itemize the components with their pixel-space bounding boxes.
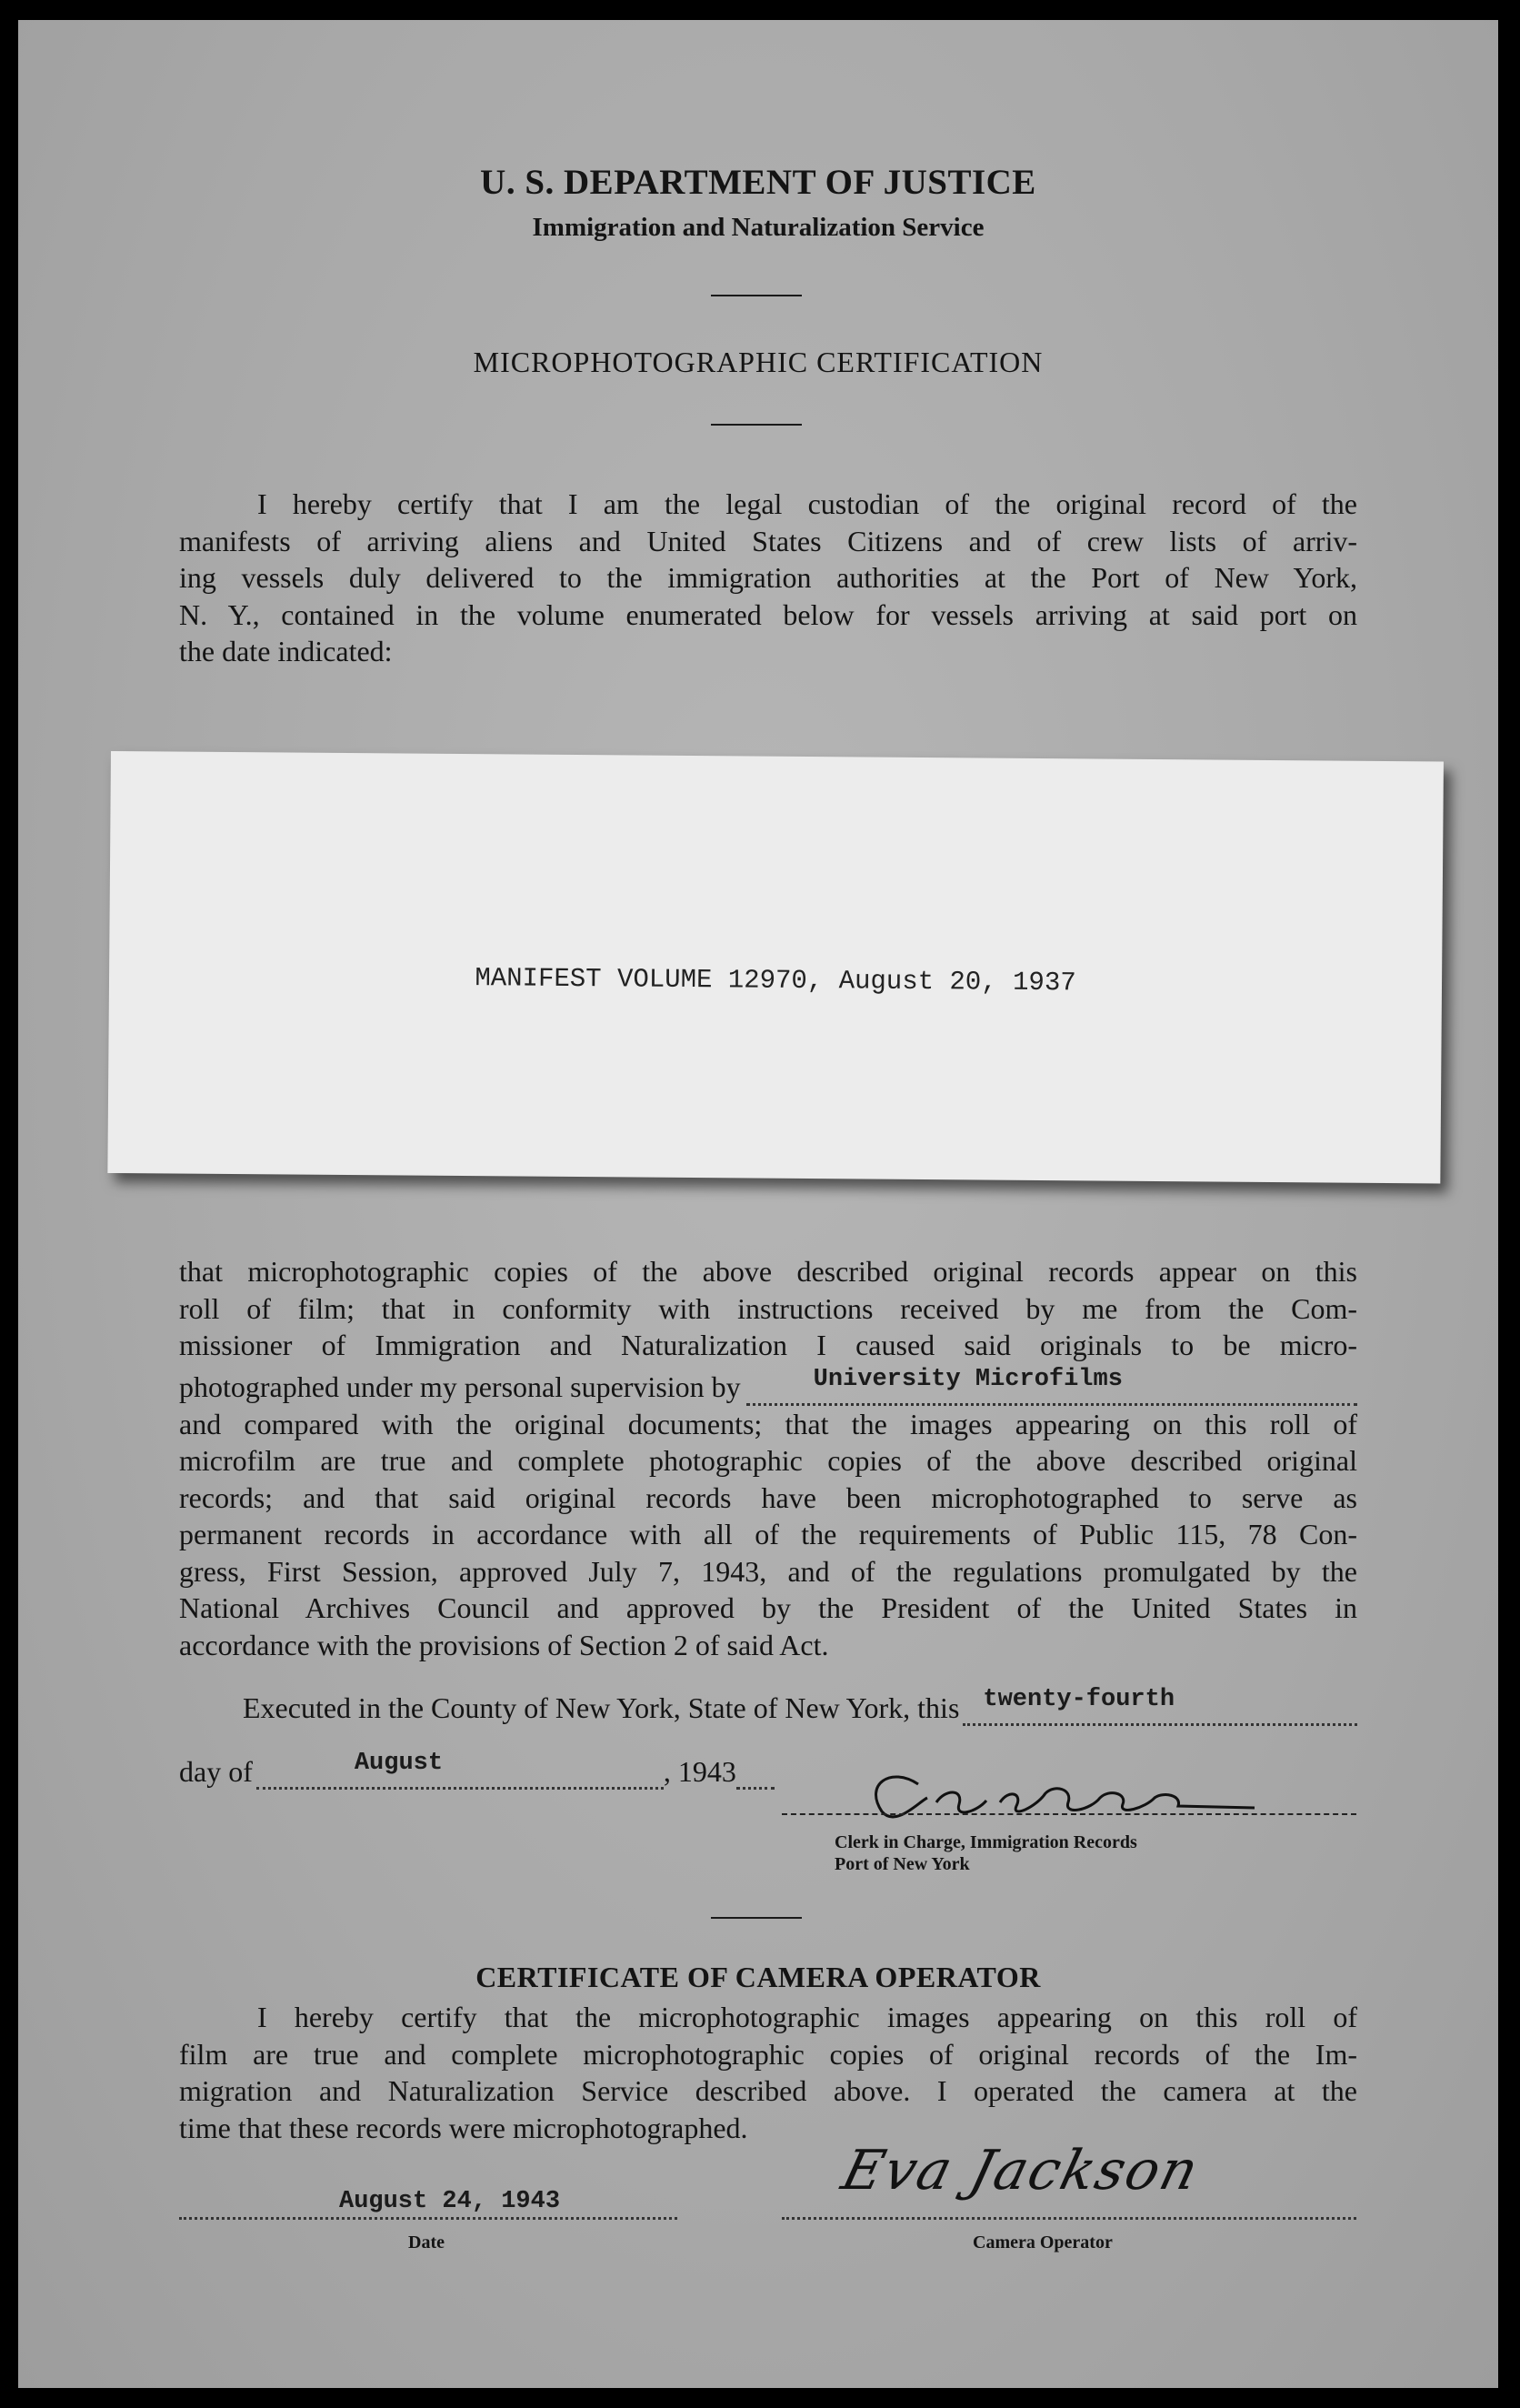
camera-line: migration and Naturalization Service described above. I operated the camera at the	[179, 2074, 1357, 2107]
intro-paragraph	[179, 486, 1357, 670]
executed-day-field	[963, 1686, 1357, 1726]
operator-signature: Eva Jackson	[835, 2139, 1206, 2202]
manifest-insert-slip	[107, 751, 1444, 1183]
manifest-volume-text: MANIFEST VOLUME 12970, August 20, 1937	[475, 963, 1076, 998]
day-of-label: day of	[179, 1754, 253, 1788]
camera-operator-heading: CERTIFICATE OF CAMERA OPERATOR	[475, 1961, 1041, 1993]
body-line: National Archives Council and approved by the President of the United States in	[179, 1591, 1357, 1624]
operator-signature-field	[782, 2139, 1364, 2252]
operator-label: Camera Operator	[973, 2232, 1113, 2252]
executed-line	[243, 1684, 1357, 1726]
month-field	[256, 1750, 664, 1790]
camera-paragraph	[179, 1999, 1357, 2146]
intro-line: ing vessels duly delivered to the immigration authorities at the Port of New York,	[179, 561, 1357, 594]
clerk-signature-line	[782, 1813, 1356, 1815]
date-label: Date	[408, 2232, 445, 2252]
intro-line: I hereby certify that I am the legal custodian of the original record of the	[257, 487, 1357, 520]
executed-prefix: Executed in the County of New York, State of New York, this	[243, 1691, 960, 1724]
photographed-by-line	[179, 1364, 1357, 1406]
body-paragraph	[179, 1253, 1357, 1663]
body-line: microfilm are true and complete photographic copies of the above described original	[179, 1444, 1357, 1477]
year-value: , 1943	[663, 1754, 736, 1788]
month-value: August	[354, 1750, 444, 1777]
executed-day-value: twenty-fourth	[983, 1686, 1175, 1713]
camera-line: time that these records were microphotographed.	[179, 2111, 748, 2144]
certification-title: MICROPHOTOGRAPHIC CERTIFICATION	[473, 346, 1044, 378]
photographed-by-value: University Microfilms	[813, 1365, 1123, 1393]
body-line: records; and that said original records have been microphotographed to serve as	[179, 1480, 1357, 1514]
photographed-by-prefix: photographed under my personal supervision by	[179, 1370, 741, 1403]
camera-line: film are true and complete microphotographic copies of original records of the Im-	[179, 2037, 1357, 2071]
clerk-signature	[782, 1748, 1364, 1830]
department-heading: U. S. DEPARTMENT OF JUSTICE	[480, 163, 1036, 202]
clerk-title-line: Port of New York	[835, 1854, 970, 1874]
date-value: August 24, 1943	[339, 2188, 561, 2215]
clerk-title-line: Clerk in Charge, Immigration Records	[835, 1832, 1137, 1852]
body-line: permanent records in accordance with all of the requirements of Public 115, 78 Con-	[179, 1518, 1357, 1550]
divider	[711, 424, 802, 426]
body-line: roll of film; that in conformity with instructions received by me from the Com-	[179, 1291, 1357, 1325]
year-dots	[736, 1760, 775, 1790]
body-line: missioner of Immigration and Naturalization I caused said originals to be micro-	[179, 1329, 1357, 1361]
clerk-signature-block	[782, 1748, 1364, 1893]
operator-signature-line	[782, 2217, 1356, 2220]
body-line: that microphotographic copies of the above described original records appear on this	[179, 1255, 1357, 1288]
body-line: accordance with the provisions of Section 2 of said Act.	[179, 1628, 829, 1661]
photographed-by-field	[746, 1365, 1357, 1406]
intro-line: manifests of arriving aliens and United States Citizens and of crew lists of arriv-	[179, 524, 1357, 557]
divider	[711, 295, 802, 296]
day-of-line	[179, 1748, 815, 1790]
intro-line: the date indicated:	[179, 635, 393, 667]
intro-line: N. Y., contained in the volume enumerated below for vessels arriving at said port on	[179, 597, 1357, 631]
service-subheading: Immigration and Naturalization Service	[532, 213, 985, 242]
clerk-title	[835, 1831, 1137, 1875]
camera-line: I hereby certify that the microphotographic images appearing on this roll of	[257, 2001, 1357, 2033]
body-line: and compared with the original documents; that the images appearing on this roll of	[179, 1407, 1357, 1440]
divider	[711, 1917, 802, 1919]
body-line: gress, First Session, approved July 7, 1943, and of the regulations promulgated by the	[179, 1554, 1357, 1588]
date-line	[179, 2217, 677, 2220]
certificate-page	[18, 20, 1498, 2388]
